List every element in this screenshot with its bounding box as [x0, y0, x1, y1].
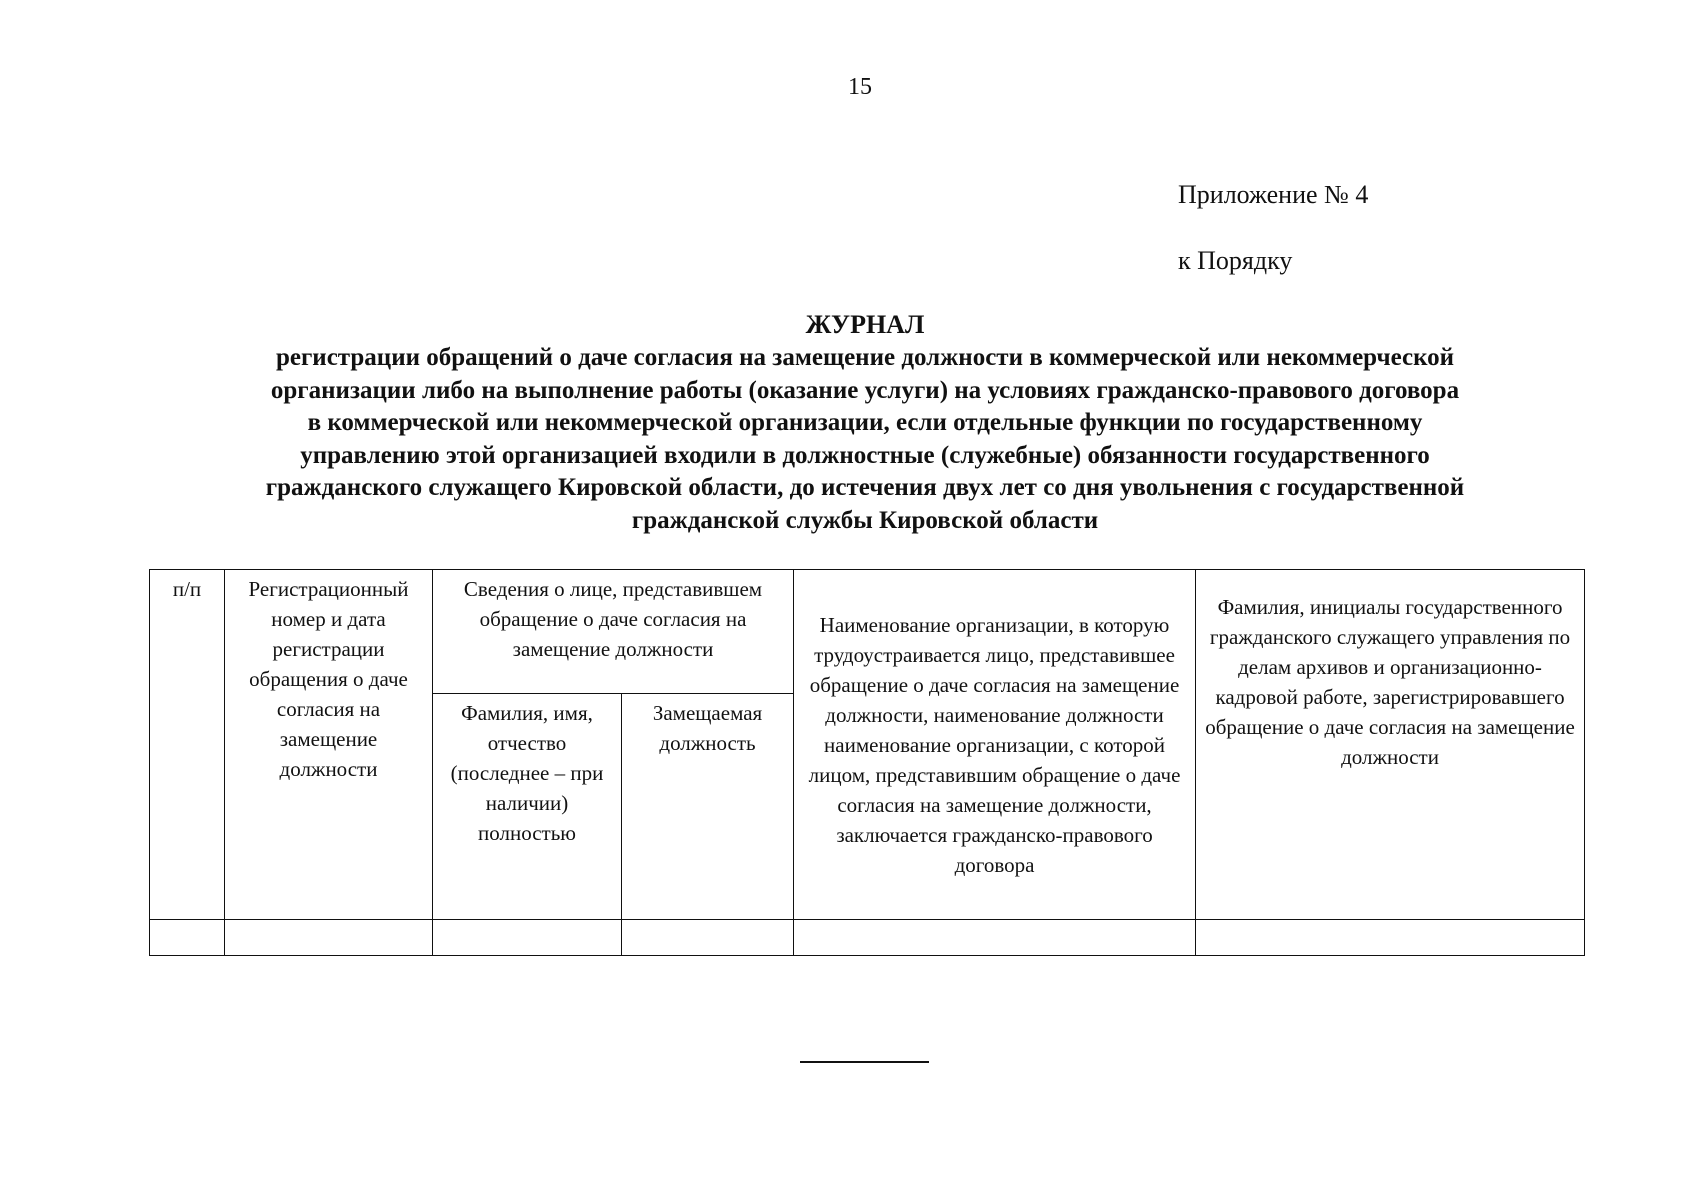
subtitle-line: гражданского служащего Кировской области, до истечения двух лет со дня увольнения с государственной	[265, 474, 1465, 501]
header-cell-registrar: Фамилия, инициалы государственного гражданского служащего управления по делам архивов и организационно-кадровой работе, зарегистрировавшего обращение о даче согласия на замещение должности	[1196, 570, 1585, 920]
table-cell	[622, 920, 794, 956]
document-title: ЖУРНАЛ	[805, 310, 925, 339]
table-row	[150, 920, 1585, 956]
document-subtitle	[150, 342, 1580, 537]
page-number: 15	[848, 74, 872, 100]
subtitle-line: гражданской службы Кировской области	[631, 506, 1099, 534]
table-header-row	[150, 570, 1585, 694]
header-cell-number: п/п	[150, 570, 225, 920]
table-cell	[225, 920, 433, 956]
appendix-reference: к Порядку	[1178, 246, 1293, 275]
subtitle-line: управлению этой организацией входили в должностные (служебные) обязанности государственного	[300, 441, 1430, 469]
table-cell	[1196, 920, 1585, 956]
header-cell-person-position: Замещаемая должность	[622, 694, 794, 920]
subtitle-line: организации либо на выполнение работы (оказание услуги) на условиях гражданско-правового договора	[270, 376, 1460, 404]
subtitle-line: регистрации обращений о даче согласия на замещение должности в коммерческой или некоммерческой	[275, 344, 1455, 371]
header-cell-person-name: Фамилия, имя, отчество (последнее – при наличии) полностью	[433, 694, 622, 920]
table-cell	[433, 920, 622, 956]
header-cell-organization: Наименование организации, в которую трудоустраивается лицо, представившее обращение о даче согласия на замещение должности, наименование должности наименование организации, с которой лицом, представившим обращение о даче согласия на замещение должности, заключается гражданско-правового договора	[794, 570, 1196, 920]
closing-rule	[800, 1061, 929, 1063]
subtitle-line: в коммерческой или некоммерческой организации, если отдельные функции по государственному	[307, 409, 1423, 436]
journal-table	[149, 569, 1585, 956]
header-cell-registration: Регистрационный номер и дата регистрации обращения о даче согласия на замещение должности	[225, 570, 433, 920]
appendix-label: Приложение № 4	[1178, 180, 1369, 209]
table-cell	[794, 920, 1196, 956]
header-cell-person-group: Сведения о лице, представившем обращение о даче согласия на замещение должности	[433, 570, 794, 694]
table-cell	[150, 920, 225, 956]
